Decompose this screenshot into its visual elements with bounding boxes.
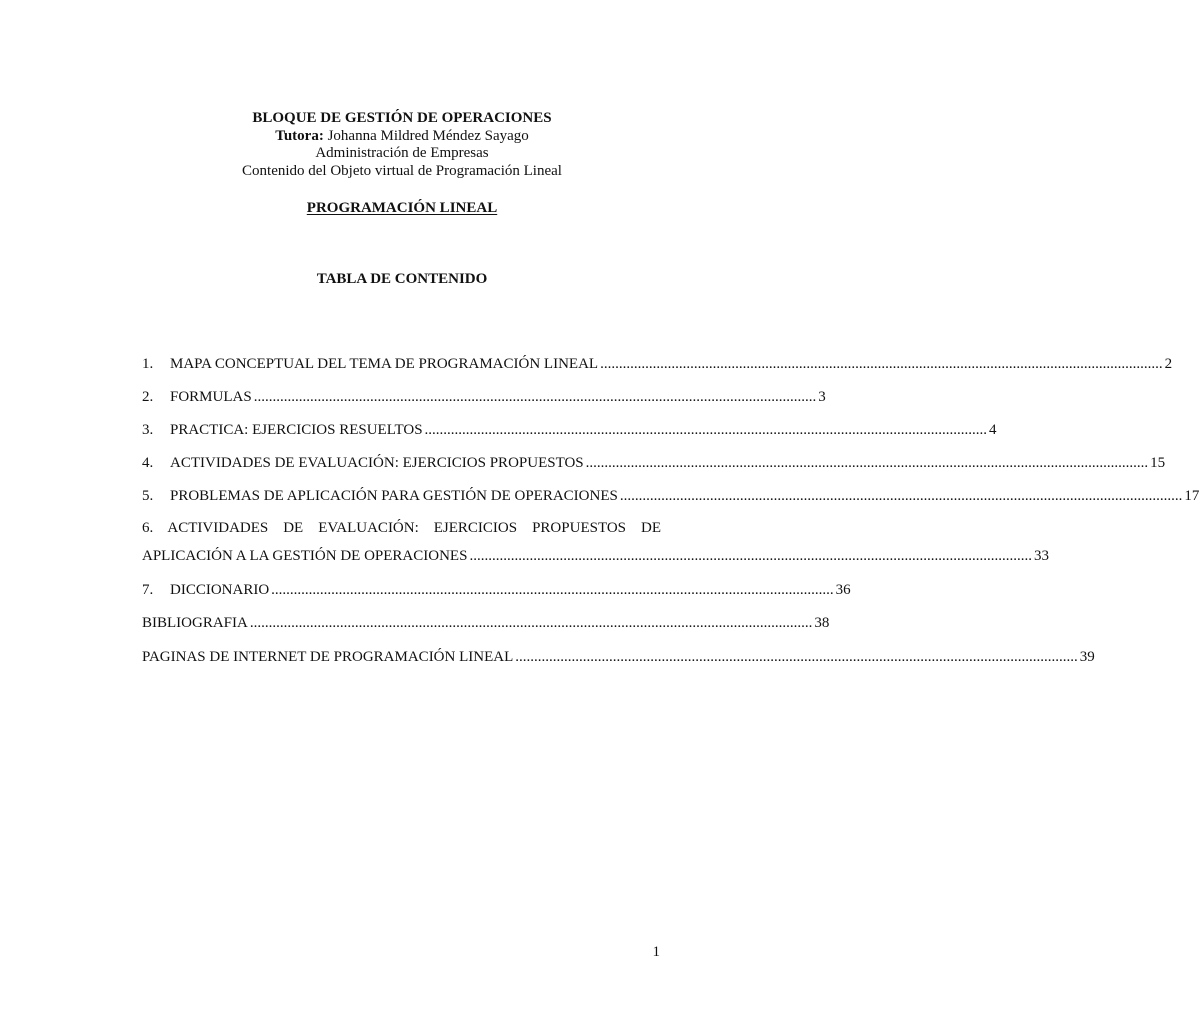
document-title: BLOQUE DE GESTIÓN DE OPERACIONES: [252, 110, 552, 126]
toc-entry-number: 7.: [142, 582, 154, 598]
program-line: Administración de Empresas: [315, 145, 489, 161]
toc-entry-page: 33: [1033, 548, 1049, 564]
toc-entry-text: BIBLIOGRAFIA: [142, 615, 248, 631]
document-subtitle: [0, 200, 804, 217]
toc-entry-number: 5.: [142, 488, 154, 504]
toc-entry-page: 3: [818, 389, 826, 405]
toc-entry-text: PROBLEMAS DE APLICACIÓN PARA GESTIÓN DE OPERACIONES: [170, 488, 618, 504]
toc-entry-text: ACTIVIDADES DE EVALUACIÓN: EJERCICIOS PROPUESTOS: [170, 455, 584, 471]
toc-leader-dots: ......................................................................................................................................................: [600, 356, 1163, 372]
toc-entry-page: 17: [1184, 488, 1199, 504]
tutor-label: Tutora:: [275, 127, 324, 144]
toc-entry-number: 4.: [142, 455, 154, 471]
toc-leader-dots: ......................................................................................................................................................: [469, 548, 1032, 564]
content-line: Contenido del Objeto virtual de Programación Lineal: [242, 162, 562, 179]
toc-leader-dots: ......................................................................................................................................................: [619, 488, 1183, 504]
subtitle-text: PROGRAMACIÓN LINEAL: [306, 200, 498, 216]
toc-entry[interactable]: [142, 546, 1049, 566]
toc-leader-dots: ......................................................................................................................................................: [249, 615, 813, 631]
toc-entry[interactable]: [142, 354, 1173, 374]
toc-leader-dots: ......................................................................................................................................................: [585, 455, 1149, 471]
toc-leader-dots: ......................................................................................................................................................: [271, 582, 834, 598]
toc-leader-dots: ......................................................................................................................................................: [253, 389, 817, 405]
toc-leader-dots: ......................................................................................................................................................: [515, 649, 1078, 665]
toc-entry-page: 39: [1079, 649, 1095, 665]
toc-title: TABLA DE CONTENIDO: [316, 271, 488, 287]
toc-entry-page: 38: [814, 615, 830, 631]
toc-entry-page: 36: [835, 582, 851, 598]
toc-entry-number: 3.: [142, 422, 154, 438]
toc-entry[interactable]: [142, 387, 826, 407]
toc-entry-text: MAPA CONCEPTUAL DEL TEMA DE PROGRAMACIÓN LINEAL: [170, 356, 599, 372]
toc-entry-page: 15: [1150, 455, 1166, 471]
toc-entry-number: 2.: [142, 389, 154, 405]
toc-entry[interactable]: [142, 453, 1166, 473]
toc-entry-page: 4: [989, 422, 997, 438]
toc-entry-page: 2: [1164, 356, 1173, 372]
toc-entry[interactable]: [142, 613, 830, 633]
tutor-line: [0, 128, 804, 146]
toc-entry-text: DICCIONARIO: [170, 582, 270, 598]
toc-leader-dots: ......................................................................................................................................................: [424, 422, 988, 438]
toc-entry-text: PRACTICA: EJERCICIOS RESUELTOS: [170, 422, 423, 438]
toc-entry-text: APLICACIÓN A LA GESTIÓN DE OPERACIONES: [142, 548, 468, 564]
toc-entry-line1[interactable]: 6. ACTIVIDADES DE EVALUACIÓN: EJERCICIOS PROPUESTOS DE: [142, 520, 661, 536]
tutor-name: Johanna Mildred Méndez Sayago: [323, 127, 529, 144]
toc-entry-text: FORMULAS: [170, 389, 252, 405]
toc-entry-number: 1.: [142, 356, 154, 372]
toc-entry[interactable]: [142, 580, 851, 600]
toc-entry[interactable]: [142, 647, 1095, 667]
toc-entry[interactable]: [142, 420, 997, 440]
document-header: [0, 110, 804, 180]
toc-entry[interactable]: [142, 486, 1199, 506]
page-number: 1: [652, 944, 660, 960]
toc-entry-text: PAGINAS DE INTERNET DE PROGRAMACIÓN LINEAL: [142, 649, 514, 665]
